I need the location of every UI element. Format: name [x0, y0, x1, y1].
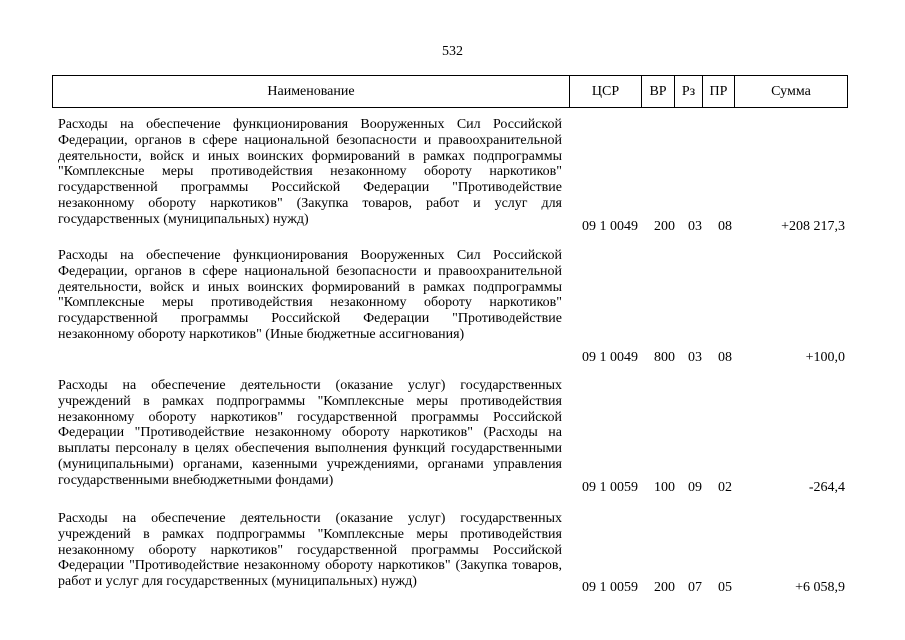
row-vr: 800 [654, 350, 675, 366]
header-vr: ВР [642, 76, 675, 108]
header-name: Наименование [53, 76, 570, 108]
row-sum: +6 058,9 [795, 580, 845, 596]
row-csr: 09 1 0059 [582, 580, 638, 596]
table-row [58, 378, 845, 496]
row-vr: 200 [654, 219, 675, 235]
header-csr: ЦСР [570, 76, 642, 108]
table-row [58, 248, 845, 366]
row-rz: 09 [688, 480, 702, 496]
table-row [58, 117, 845, 235]
row-sum: -264,4 [808, 480, 845, 496]
row-vr: 200 [654, 580, 675, 596]
row-pr: 08 [718, 219, 732, 235]
row-name: Расходы на обеспечение деятельности (оказание услуг) государственных учреждений в рамках подпрограммы "Комплексные меры противодействия незаконному обороту наркотиков" государственной программы Российской Федерации "Противодействие незаконному обороту наркотиков" (Расходы на выплаты персоналу в целях обеспечения выполнения функций государственными (муниципальными) органами, казенными учреждениями, органами управления государственными внебюджетными фондами) [58, 378, 562, 488]
header-sum: Сумма [735, 76, 848, 108]
row-sum: +100,0 [805, 350, 845, 366]
page-number: 532 [442, 44, 463, 59]
row-name: Расходы на обеспечение деятельности (оказание услуг) государственных учреждений в рамках подпрограммы "Комплексные меры противодействия незаконному обороту наркотиков" государственной программы Российской Федерации "Противодействие незаконному обороту наркотиков" (Закупка товаров, работ и услуг для государственных (муниципальных) нужд) [58, 511, 562, 590]
header-rz: Рз [675, 76, 703, 108]
row-pr: 05 [718, 580, 732, 596]
row-rz: 03 [688, 350, 702, 366]
table-header [52, 75, 848, 108]
row-pr: 08 [718, 350, 732, 366]
row-pr: 02 [718, 480, 732, 496]
row-vr: 100 [654, 480, 675, 496]
row-rz: 03 [688, 219, 702, 235]
row-sum: +208 217,3 [781, 219, 845, 235]
header-pr: ПР [703, 76, 735, 108]
row-csr: 09 1 0049 [582, 350, 638, 366]
row-csr: 09 1 0059 [582, 480, 638, 496]
row-rz: 07 [688, 580, 702, 596]
row-name: Расходы на обеспечение функционирования Вооруженных Сил Российской Федерации, органов в сфере национальной безопасности и правоохранительной деятельности, войск и иных воинских формирований в рамках подпрограммы "Комплексные меры противодействия незаконному обороту наркотиков" государственной программы Российской Федерации "Противодействие незаконному обороту наркотиков" (Иные бюджетные ассигнования) [58, 248, 562, 342]
table-row [58, 511, 845, 596]
row-csr: 09 1 0049 [582, 219, 638, 235]
row-name: Расходы на обеспечение функционирования Вооруженных Сил Российской Федерации, органов в сфере национальной безопасности и правоохранительной деятельности, войск и иных воинских формирований в рамках подпрограммы "Комплексные меры противодействия незаконному обороту наркотиков" государственной программы Российской Федерации "Противодействие незаконному обороту наркотиков" (Закупка товаров, работ и услуг для государственных (муниципальных) нужд) [58, 117, 562, 227]
